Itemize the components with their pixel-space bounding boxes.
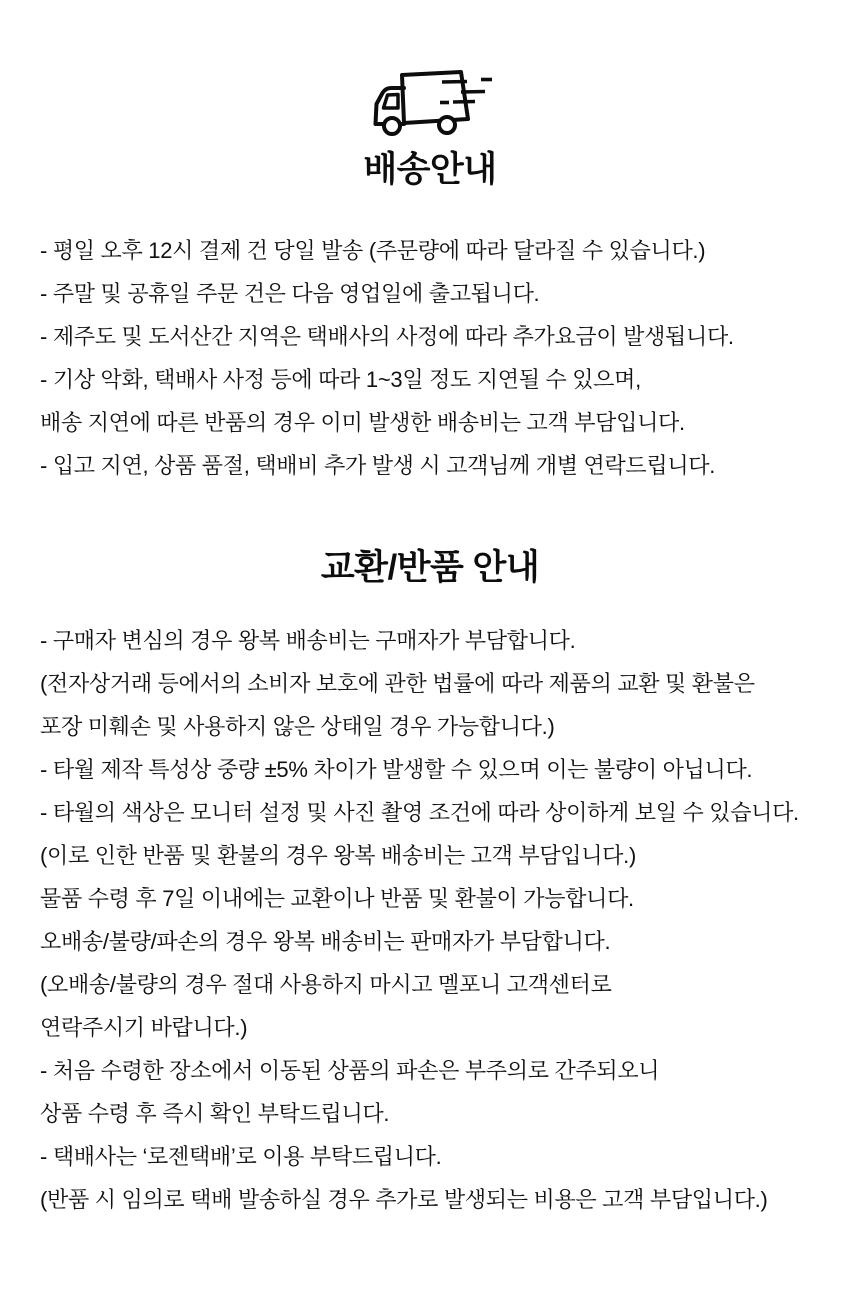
exchange-line: - 타월 제작 특성상 중량 ±5% 차이가 발생할 수 있으며 이는 불량이 아닙니다. [40,757,753,782]
exchange-section-title: 교환/반품 안내 [320,548,540,587]
exchange-line: - 처음 수령한 장소에서 이동된 상품의 파손은 부주의로 간주되오니 [40,1058,660,1083]
shipping-line: - 주말 및 공휴일 주문 건은 다음 영업일에 출고됩니다. [40,281,540,306]
shipping-section-body [40,229,820,487]
exchange-line: 오배송/불량/파손의 경우 왕복 배송비는 판매자가 부담합니다. [40,929,611,954]
shipping-line: 배송 지연에 따른 반품의 경우 이미 발생한 배송비는 고객 부담입니다. [40,410,685,435]
exchange-line: (오배송/불량의 경우 절대 사용하지 마시고 멜포니 고객센터로 [40,972,612,997]
delivery-truck-icon [364,62,496,147]
exchange-line: - 택배사는 ‘로젠택배’로 이용 부탁드립니다. [40,1144,442,1169]
shipping-section-title: 배송안내 [363,150,497,189]
shipping-line: - 기상 악화, 택배사 사정 등에 따라 1~3일 정도 지연될 수 있으며, [40,367,641,392]
shipping-line: - 평일 오후 12시 결제 건 당일 발송 (주문량에 따라 달라질 수 있습니다.) [40,238,706,263]
shipping-line: - 제주도 및 도서산간 지역은 택배사의 사정에 따라 추가요금이 발생됩니다. [40,324,734,349]
exchange-line: 상품 수령 후 즉시 확인 부탁드립니다. [40,1101,390,1126]
shipping-section-icon-wrap [40,62,820,147]
exchange-line: (전자상거래 등에서의 소비자 보호에 관한 법률에 따라 제품의 교환 및 환불은 [40,671,755,696]
exchange-line: (반품 시 임의로 택배 발송하실 경우 추가로 발생되는 비용은 고객 부담입니다.) [40,1187,768,1212]
exchange-line: 연락주시기 바랍니다.) [40,1015,248,1040]
exchange-line: - 타월의 색상은 모니터 설정 및 사진 촬영 조건에 따라 상이하게 보일 수 있습니다. [40,800,799,825]
exchange-line: - 구매자 변심의 경우 왕복 배송비는 구매자가 부담합니다. [40,628,576,653]
exchange-section-body [40,619,820,1221]
exchange-line: 물품 수령 후 7일 이내에는 교환이나 반품 및 환불이 가능합니다. [40,886,634,911]
exchange-line: (이로 인한 반품 및 환불의 경우 왕복 배송비는 고객 부담입니다.) [40,843,636,868]
shipping-line: - 입고 지연, 상품 품절, 택배비 추가 발생 시 고객님께 개별 연락드립니다. [40,453,716,478]
exchange-line: 포장 미훼손 및 사용하지 않은 상태일 경우 가능합니다.) [40,714,555,739]
